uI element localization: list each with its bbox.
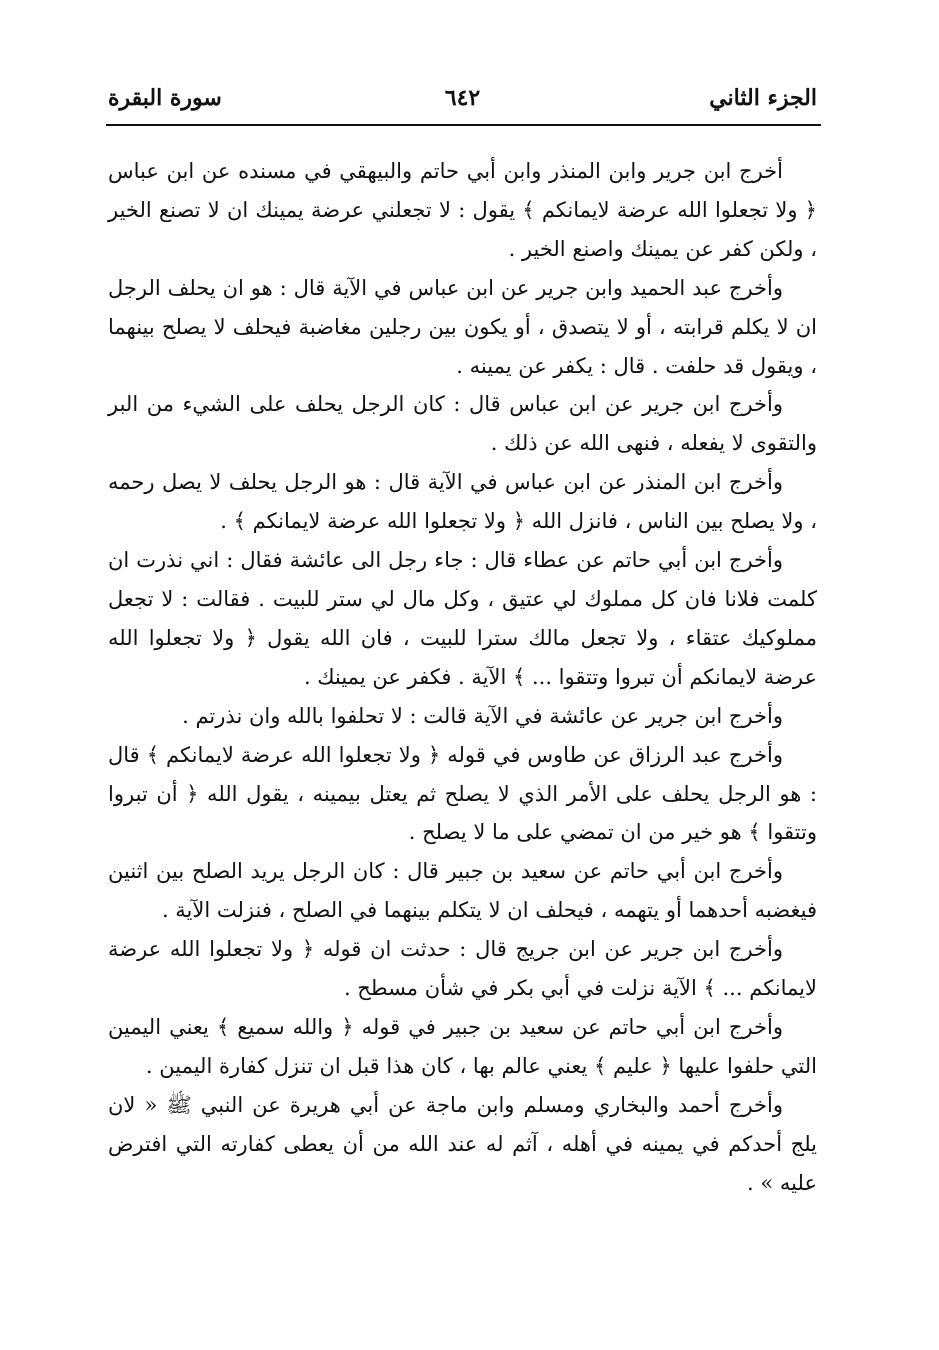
paragraph: وأخرج ابن جرير عن ابن عباس قال : كان الرجل يحلف على الشيء من البر والتقوى لا يفعله ، فنهى الله عن ذلك .	[108, 392, 817, 456]
paragraph: وأخرج ابن جرير عن ابن جريج قال : حدثت ان قوله ﴿ ولا تجعلوا الله عرضة لايمانكم ... ﴾ الآية نزلت في أبي بكر في شأن مسطح .	[108, 937, 817, 1001]
paragraph: وأخرج عبد الحميد وابن جرير عن ابن عباس في الآية قال : هو ان يحلف الرجل ان لا يكلم قرابته ، أو لا يتصدق ، أو يكون بين رجلين مغاضبة فيحلف لا يصلح بينهما ، ويقول قد حلفت . قال : يكفر عن يمينه .	[108, 275, 817, 378]
surah-title: سورة البقرة	[108, 85, 222, 111]
paragraph: وأخرج ابن أبي حاتم عن عطاء قال : جاء رجل الى عائشة فقال : اني نذرت ان كلمت فلانا فان كل مملوك لي عتيق ، وكل مال لي ستر للبيت . فقالت : لا تجعل مملوكيك عتقاء ، ولا تجعل مالك سترا للبيت ، فان الله يقول ﴿ ولا تجعلوا الله عرضة لايمانكم أن تبروا وتتقوا ... ﴾ الآية . فكفر عن يمينك .	[108, 548, 817, 689]
paragraph: وأخرج ابن المنذر عن ابن عباس في الآية قال : هو الرجل يحلف لا يصل رحمه ، ولا يصلح بين الناس ، فانزل الله ﴿ ولا تجعلوا الله عرضة لايمانكم ﴾ .	[108, 470, 817, 534]
part-title: الجزء الثاني	[709, 85, 817, 111]
running-header	[108, 78, 817, 118]
paragraph: أخرج ابن جرير وابن المنذر وابن أبي حاتم والبيهقي في مسنده عن ابن عباس ﴿ ولا تجعلوا الله عرضة لايمانكم ﴾ يقول : لا تجعلني عرضة يمينك ان لا تصنع الخير ، ولكن كفر عن يمينك واصنع الخير .	[108, 159, 817, 261]
page-number: ٦٤٢	[444, 85, 481, 111]
paragraph: وأخرج ابن أبي حاتم عن سعيد بن جبير في قوله ﴿ والله سميع ﴾ يعني اليمين التي حلفوا عليها ﴿ عليم ﴾ يعني عالم بها ، كان هذا قبل ان تنزل كفارة اليمين .	[108, 1014, 817, 1078]
paragraph: وأخرج عبد الرزاق عن طاوس في قوله ﴿ ولا تجعلوا الله عرضة لايمانكم ﴾ قال : هو الرجل يحلف على الأمر الذي لا يصلح ثم يعتل بيمينه ، يقول الله ﴿ أن تبروا وتتقوا ﴾ هو خير من ان تمضي على ما لا يصلح .	[108, 742, 817, 845]
paragraph: وأخرج ابن جرير عن عائشة في الآية قالت : لا تحلفوا بالله وان نذرتم .	[182, 703, 783, 728]
header-divider	[106, 124, 821, 126]
page-body	[108, 152, 817, 1202]
paragraph: وأخرج أحمد والبخاري ومسلم وابن ماجة عن أبي هريرة عن النبي ﷺ « لان يلج أحدكم في يمينه في أهله ، آثم له عند الله من أن يعطى كفارته التي افترض عليه » .	[108, 1092, 817, 1195]
paragraph: وأخرج ابن أبي حاتم عن سعيد بن جبير قال : كان الرجل يريد الصلح بين اثنين فيغضبه أحدهما أو يتهمه ، فيحلف ان لا يتكلم بينهما في الصلح ، فنزلت الآية .	[108, 859, 817, 923]
